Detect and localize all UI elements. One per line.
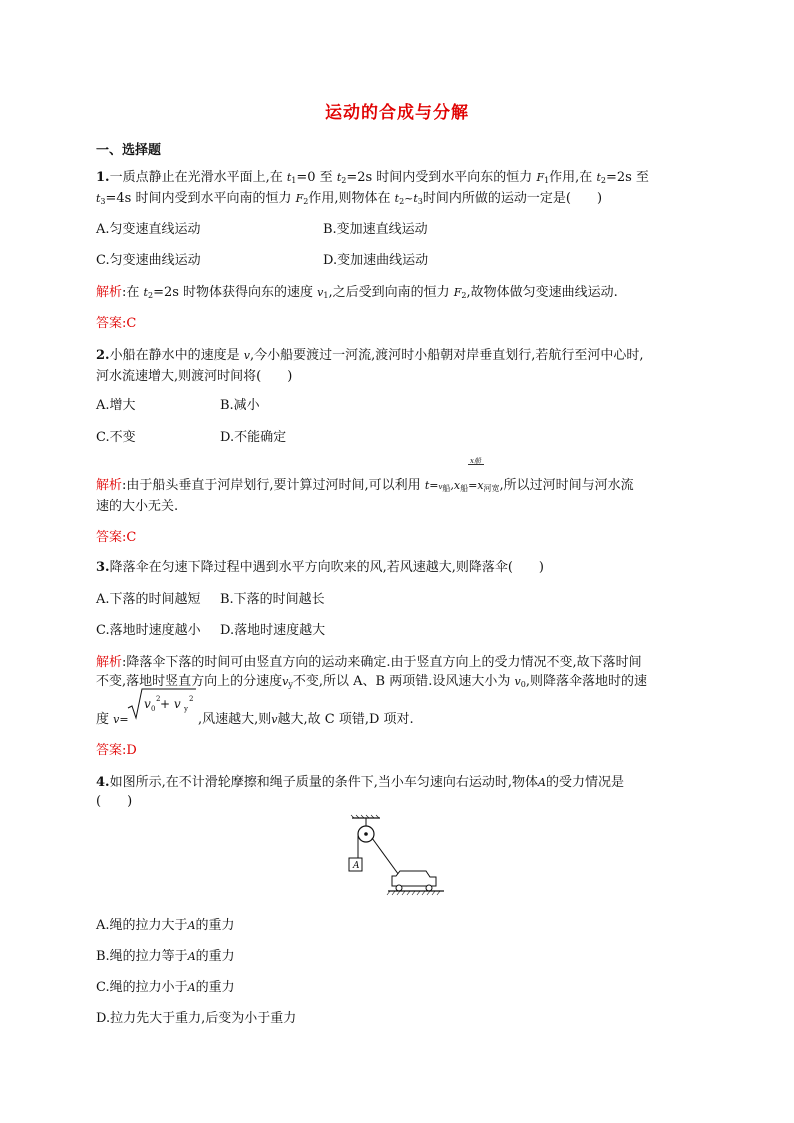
q1-explanation: 解析:在 $t_2=2s$ 时物体获得向东的速度 $v_1$,之后受到向南的恒力 $F_2$,故物体做匀变速曲线运动. [96, 285, 618, 300]
q3-explanation-line-1: 解析:降落伞下落的时间可由竖直方向的运动来确定.由于竖直方向上的受力情况不变,故下落时间 [96, 655, 642, 670]
formula-numerator: x船 [470, 457, 481, 465]
q3-explanation-line-3-start: 度 v= [96, 712, 129, 727]
question-4-line-2: ( ) [96, 794, 133, 809]
block-a-label: A [353, 861, 360, 871]
pulley-axle [364, 832, 368, 836]
question-1-line-2: $t_3=4s$ 时间内受到水平向南的恒力 $F_2$作用,则物体在 $t_2\sim t_3$时间内所做的运动一定是( ) [96, 191, 603, 206]
q4-option-d[interactable]: D.拉力先大于重力,后变为小于重力 [96, 1011, 297, 1026]
svg-text:2: 2 [189, 695, 194, 703]
q3-explanation-line-2: 不变,落地时竖直方向上的分速度$v_y$不变,所以 A、B 两项错.设风速大小为 $v_0$,则降落伞落地时的速 [96, 674, 647, 689]
question-3-line-1: 3.降落伞在匀速下降过程中遇到水平方向吹来的风,若风速越大,则降落伞( ) [96, 560, 544, 575]
q2-option-b[interactable]: B.减小 [220, 398, 260, 413]
sqrt-term-vy: + v [160, 697, 181, 711]
q2-answer: 答案:C [96, 530, 137, 545]
svg-text:y: y [184, 705, 188, 713]
q3-explanation-line-3-end: ,风速越大,则v越大,故 C 项错,D 项对. [198, 712, 414, 727]
q1-option-a[interactable]: A.匀变速直线运动 [96, 222, 201, 237]
q2-explanation-line-2: 速的大小无关. [96, 499, 179, 514]
q2-explanation-line-1: 解析:由于船头垂直于河岸划行,要计算过河时间,可以利用 $t=v_船,x_船=x_{河宽}$,所以过河时间与河水流 [96, 478, 634, 493]
q3-option-c[interactable]: C.落地时速度越小 [96, 623, 201, 638]
q2-option-a[interactable]: A.增大 [96, 398, 136, 413]
q4-option-c[interactable]: C.绳的拉力小于A的重力 [96, 980, 235, 995]
q3-option-d[interactable]: D.落地时速度越大 [220, 623, 326, 638]
question-1-line-1: 1.一质点静止在光滑水平面上,在 $t_1=0$ 至 $t_2=2s$ 时间内受到水平向东的恒力 $F_1$作用,在 $t_2=2s$ 至 [96, 170, 649, 185]
ground [387, 891, 444, 895]
sqrt-term-v0: v [144, 697, 151, 711]
question-4-line-1: 4.如图所示,在不计滑轮摩擦和绳子质量的条件下,当小车匀速向右运动时,物体A的受力情况是 [96, 775, 624, 790]
ceiling-support [351, 815, 380, 826]
q3-option-a[interactable]: A.下落的时间越短 [96, 592, 201, 607]
q3-option-b[interactable]: B.下落的时间越长 [220, 592, 325, 607]
question-2-line-1: 2.小船在静水中的速度是 v,今小船要渡过一河流,渡河时小船朝对岸垂直划行,若航行至河中心时, [96, 348, 644, 363]
q1-option-d[interactable]: D.变加速曲线运动 [323, 253, 429, 268]
question-2-line-2: 河水流速增大,则渡河时间将( ) [96, 369, 293, 384]
q3-answer: 答案:D [96, 743, 137, 758]
q1-answer: 答案:C [96, 316, 137, 331]
section-heading: 一、选择题 [96, 143, 162, 158]
pulley-car-diagram [332, 814, 448, 902]
square-root-formula [126, 686, 196, 722]
cart [392, 871, 436, 891]
q2-option-c[interactable]: C.不变 [96, 430, 136, 445]
q2-option-d[interactable]: D.不能确定 [220, 430, 287, 445]
question-number: 1. [96, 170, 110, 185]
page-title: 运动的合成与分解 [325, 103, 469, 123]
q1-option-c[interactable]: C.匀变速曲线运动 [96, 253, 201, 268]
svg-text:2: 2 [156, 695, 161, 703]
fraction-bar [468, 464, 484, 465]
q1-option-b[interactable]: B.变加速直线运动 [323, 222, 428, 237]
q4-option-a[interactable]: A.绳的拉力大于A的重力 [96, 918, 235, 933]
q4-option-b[interactable]: B.绳的拉力等于A的重力 [96, 949, 235, 964]
svg-text:0: 0 [151, 705, 156, 713]
